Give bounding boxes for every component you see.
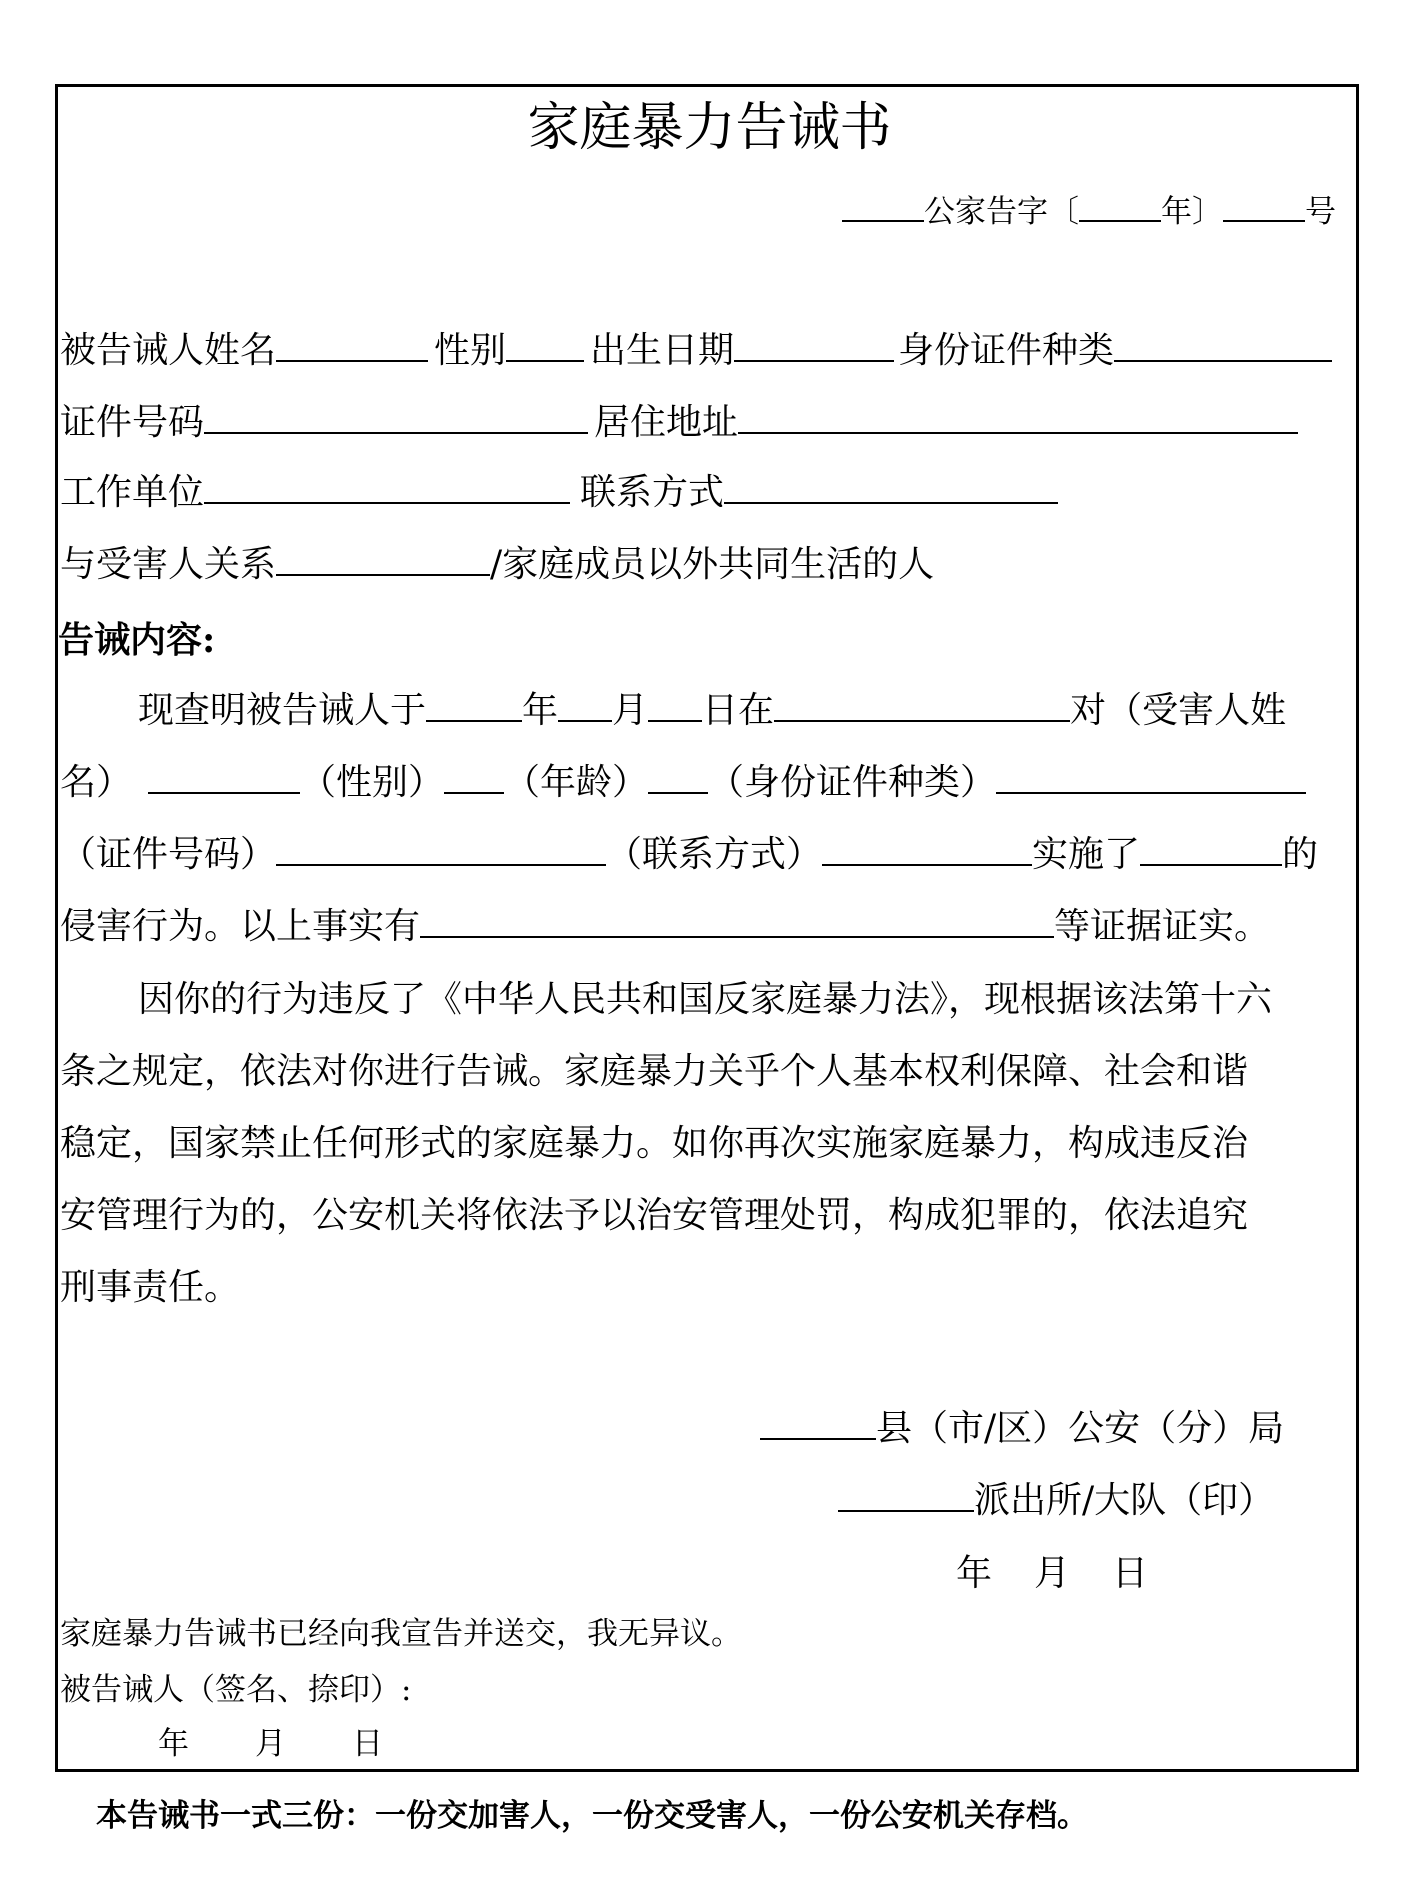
info-line-4 [60,544,934,585]
document-number [842,190,1336,230]
address-blank[interactable] [738,402,1298,434]
id-no-label: 证件号码 [60,402,205,443]
paragraph-2-line-1: 因你的行为违反了《中华人民共和国反家庭暴力法》，现根据该法第十六 [138,979,1273,1020]
act-blank[interactable] [1140,834,1282,866]
l3-text-d: 的 [1282,834,1319,875]
gender-blank[interactable] [506,330,584,362]
dob-label: 出生日期 [590,330,735,371]
document-title: 家庭暴力告诫书 [527,98,892,158]
content-heading: 告诫内容: [58,619,216,661]
victim-id-type-blank[interactable] [996,762,1306,794]
l2-text-a: 名） [60,762,133,803]
l2-age-label: （年龄） [504,762,649,803]
paragraph-2-line-4: 安管理行为的，公安机关将依法予以治安管理处罚，构成犯罪的，依法追究 [60,1195,1249,1236]
id-type-blank[interactable] [1114,330,1332,362]
work-blank[interactable] [204,472,570,504]
dob-blank[interactable] [734,330,894,362]
contact-label: 联系方式 [580,472,725,513]
relation-suffix: /家庭成员以外共同生活的人 [490,544,935,585]
receipt-month-label: 月 [255,1726,286,1762]
content-line-4 [60,906,1270,947]
paragraph-2-line-3: 稳定，国家禁止任何形式的家庭暴力。如你再次实施家庭暴力，构成违反治 [60,1123,1249,1164]
relation-blank[interactable] [276,544,490,576]
bureau-label: 县（市/区）公安（分）局 [876,1408,1285,1449]
gender-label: 性别 [434,330,507,371]
receipt-signature-label: 被告诫人（签名、捺印）: [60,1672,412,1708]
incident-place-blank[interactable] [774,690,1070,722]
l1-text-a: 现查明被告诫人于 [138,690,427,731]
receipt-acknowledgement: 家庭暴力告诫书已经向我宣告并送交，我无异议。 [60,1616,742,1652]
work-label: 工作单位 [60,472,205,513]
doc-year-blank[interactable] [1079,190,1161,222]
receipt-date [158,1726,383,1762]
issuer-year-label: 年 [956,1553,993,1594]
l1-year-label: 年 [522,690,559,731]
county-blank[interactable] [760,1408,876,1440]
incident-year-blank[interactable] [426,690,522,722]
l4-text-a: 侵害行为。以上事实有 [60,906,421,947]
station-label: 派出所/大队（印） [974,1480,1275,1521]
address-label: 居住地址 [594,402,739,443]
issuer-bureau [760,1408,1284,1449]
contact-blank[interactable] [724,472,1058,504]
victim-name-blank[interactable] [148,762,300,794]
victim-id-no-blank[interactable] [276,834,606,866]
receipt-year-label: 年 [158,1726,189,1762]
l1-text-b: 对（受害人姓 [1070,690,1287,731]
issuing-unit-blank[interactable] [842,190,924,222]
issuer-station [838,1480,1274,1521]
incident-day-blank[interactable] [648,690,702,722]
doc-year-label: 年〕 [1161,194,1223,230]
l2-id-type-label: （身份证件种类） [708,762,997,803]
content-line-1 [138,690,1286,731]
l4-text-b: 等证据证实。 [1054,906,1271,947]
l3-text-c: 实施了 [1032,834,1141,875]
id-no-blank[interactable] [204,402,588,434]
info-line-1 [60,330,1332,371]
l1-day-label: 日在 [702,690,775,731]
l3-id-no-label: （证件号码） [60,834,277,875]
victim-age-blank[interactable] [648,762,708,794]
relation-label: 与受害人关系 [60,544,277,585]
incident-month-blank[interactable] [558,690,612,722]
issuer-date [956,1554,1148,1594]
footer-note: 本告诫书一式三份：一份交加害人，一份交受害人，一份公安机关存档。 [96,1798,1088,1834]
content-line-3 [60,834,1318,875]
info-line-2 [60,402,1298,443]
victim-gender-blank[interactable] [444,762,504,794]
issuer-month-label: 月 [1034,1553,1071,1594]
receipt-day-label: 日 [352,1726,383,1762]
l2-gender-label: （性别） [300,762,445,803]
evidence-blank[interactable] [420,906,1054,938]
station-blank[interactable] [838,1480,974,1512]
content-line-2 [60,762,1306,803]
doc-no-label: 号 [1305,194,1336,230]
name-blank[interactable] [276,330,428,362]
name-label: 被告诫人姓名 [60,330,277,371]
id-type-label: 身份证件种类 [898,330,1115,371]
l1-month-label: 月 [612,690,649,731]
victim-contact-blank[interactable] [822,834,1032,866]
issuer-day-label: 日 [1112,1553,1149,1594]
doc-prefix-label: 公家告字〔 [924,194,1079,230]
info-line-3 [60,472,1058,513]
l3-contact-label: （联系方式） [606,834,823,875]
paragraph-2-line-2: 条之规定，依法对你进行告诫。家庭暴力关乎个人基本权利保障、社会和谐 [60,1051,1249,1092]
doc-no-blank[interactable] [1223,190,1305,222]
paragraph-2-line-5: 刑事责任。 [60,1267,241,1308]
